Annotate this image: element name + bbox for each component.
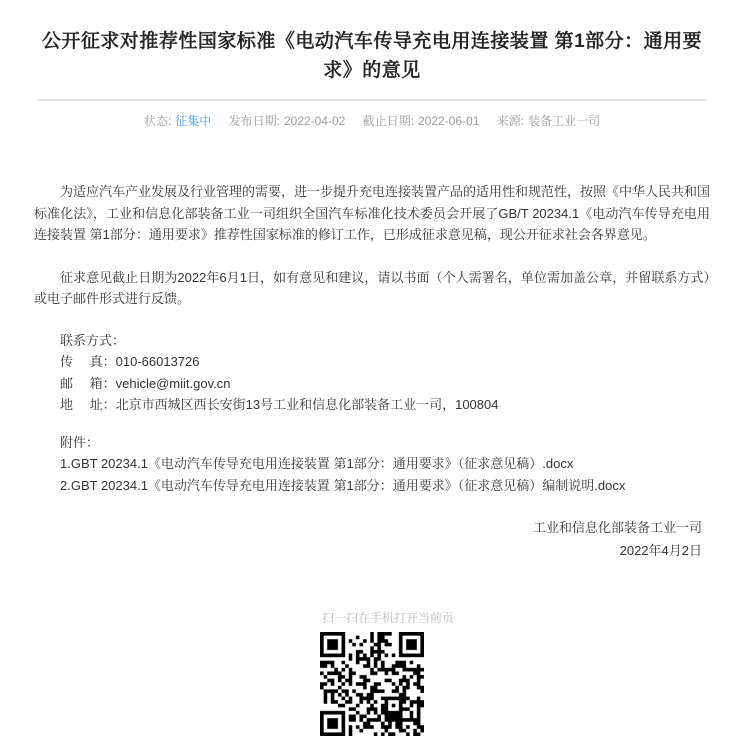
signature-date: 2022年4月2日: [619, 543, 702, 558]
attachment-link[interactable]: 2.GBT 20234.1《电动汽车传导充电用连接装置 第1部分：通用要求》（征求意见稿）编制说明.docx: [60, 477, 626, 493]
fax-label: 传 真：: [60, 354, 116, 369]
body-paragraph: 为适应汽车产业发展及行业管理的需要，进一步提升充电连接装置产品的适用性和规范性，按照《中华人民共和国标准化法》，工业和信息化部装备工业一司组织全国汽车标准化技术委员会开展了GB/T 20234.1《电动汽车传导充电用连接装置 第1部分：通用要求》推荐性国家标准的修订工作，已形成征求意见稿，现公开征求社会各界意见。: [34, 184, 711, 242]
deadline-value: 2022-06-01: [418, 114, 480, 128]
meta-source: [497, 114, 600, 128]
signature-block: [34, 516, 710, 562]
contact-email: [34, 373, 710, 395]
address-label: 地 址：: [60, 397, 116, 412]
attachment-link[interactable]: 1.GBT 20234.1《电动汽车传导充电用连接装置 第1部分：通用要求》（征求意见稿）.docx: [60, 456, 574, 471]
meta-status: [144, 114, 211, 128]
qr-caption: 扫一扫在手机打开当前页: [322, 611, 455, 625]
signature-department: 工业和信息化部装备工业一司: [532, 520, 702, 535]
contact-fax: [34, 351, 710, 373]
email-value: vehicle@miit.gov.cn: [115, 375, 231, 391]
status-value-link[interactable]: 征集中: [175, 114, 212, 128]
attachments-block: [34, 432, 710, 497]
source-value: 装备工业一司: [528, 114, 601, 128]
deadline-label: 截止日期:: [362, 114, 415, 128]
source-label: 来源:: [496, 114, 525, 128]
fax-value: 010-66013726: [115, 354, 200, 369]
status-label: 状态:: [143, 114, 172, 128]
meta-row: [0, 111, 744, 131]
contact-address: [34, 394, 710, 416]
meta-publish-date: [229, 114, 346, 128]
page-title: 公开征求对推荐性国家标准《电动汽车传导充电用连接装置 第1部分：通用要求》的意见: [41, 31, 703, 81]
publish-date-value: 2022-04-02: [283, 114, 346, 128]
contact-heading: 联系方式：: [60, 332, 126, 348]
email-label: 邮 箱：: [60, 375, 116, 391]
publish-date-label: 发布日期:: [228, 114, 280, 128]
address-value: 北京市西城区西长安街13号工业和信息化部装备工业一司，100804: [115, 397, 499, 412]
title-divider: [38, 99, 706, 101]
meta-deadline: [363, 114, 480, 128]
contact-block: [34, 330, 710, 416]
body-paragraph: 征求意见截止日期为2022年6月1日，如有意见和建议，请以书面（个人需署名，单位需加盖公章，并留联系方式）或电子邮件形式进行反馈。: [34, 269, 710, 306]
qr-code: [320, 632, 424, 736]
article-body: [34, 181, 710, 562]
attachments-heading: 附件：: [60, 434, 100, 450]
qr-section: [320, 610, 455, 736]
